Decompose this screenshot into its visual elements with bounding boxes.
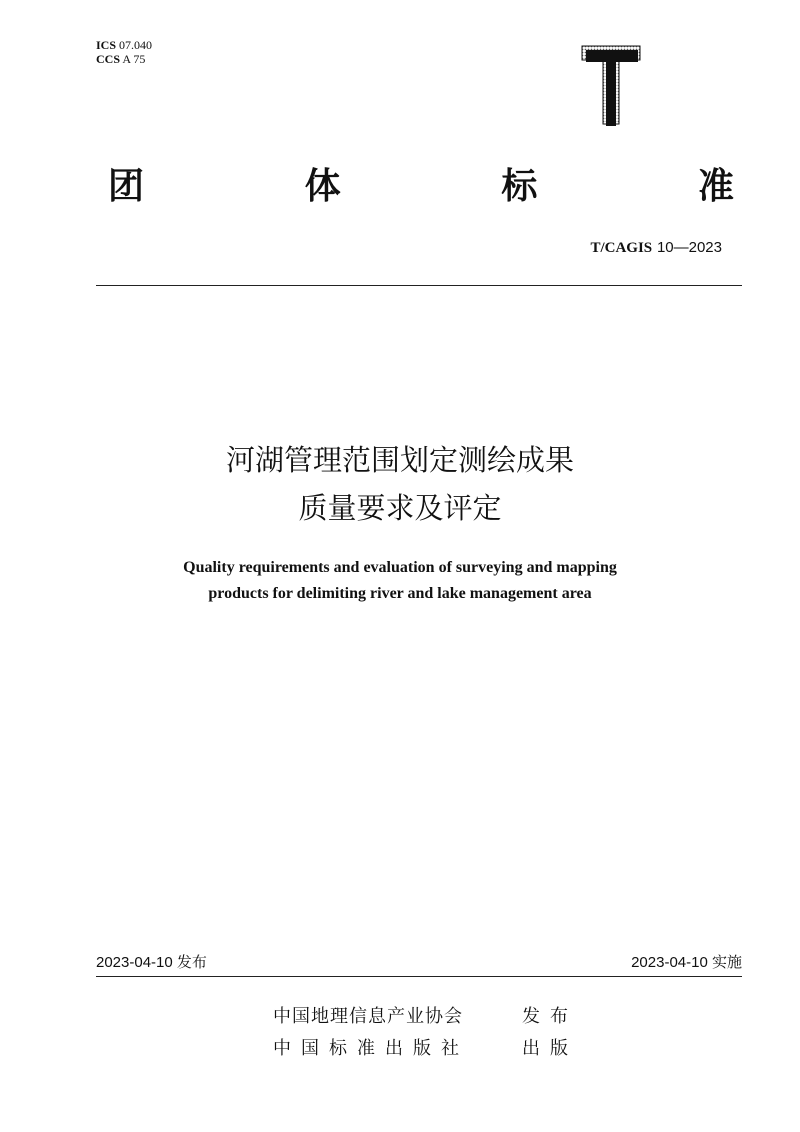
implementation-date: 2023-04-10 实施 — [631, 954, 742, 971]
bottom-divider — [96, 976, 742, 977]
issue-date: 2023-04-10 发布 — [96, 954, 207, 971]
category-char: 准 — [697, 166, 734, 207]
category-char: 团 — [108, 166, 145, 207]
top-divider — [96, 285, 742, 286]
printer-organization: 中国标准出版社 — [273, 1038, 469, 1059]
printer-action: 出版 — [522, 1038, 578, 1059]
category-char: 标 — [501, 166, 538, 207]
issuer-action: 发布 — [522, 1006, 578, 1027]
issuer-organization: 中国地理信息产业协会 — [273, 1006, 463, 1027]
english-title-line2: products for delimiting river and lake management area — [208, 585, 592, 602]
english-title-line1: Quality requirements and evaluation of surveying and mapping — [183, 559, 617, 576]
chinese-title-line1: 河湖管理范围划定测绘成果 — [225, 443, 574, 477]
ccs-code: CCS A 75 — [96, 52, 146, 66]
classification-codes — [96, 38, 152, 66]
svg-text:T: T — [578, 42, 579, 43]
document-category — [108, 158, 734, 208]
ics-code: ICS 07.040 — [96, 38, 153, 52]
standard-number: T/CAGIS 10—2023 — [590, 239, 722, 256]
category-char: 体 — [304, 166, 341, 207]
chinese-title-line2: 质量要求及评定 — [298, 491, 502, 525]
standard-type-logo — [578, 42, 644, 128]
